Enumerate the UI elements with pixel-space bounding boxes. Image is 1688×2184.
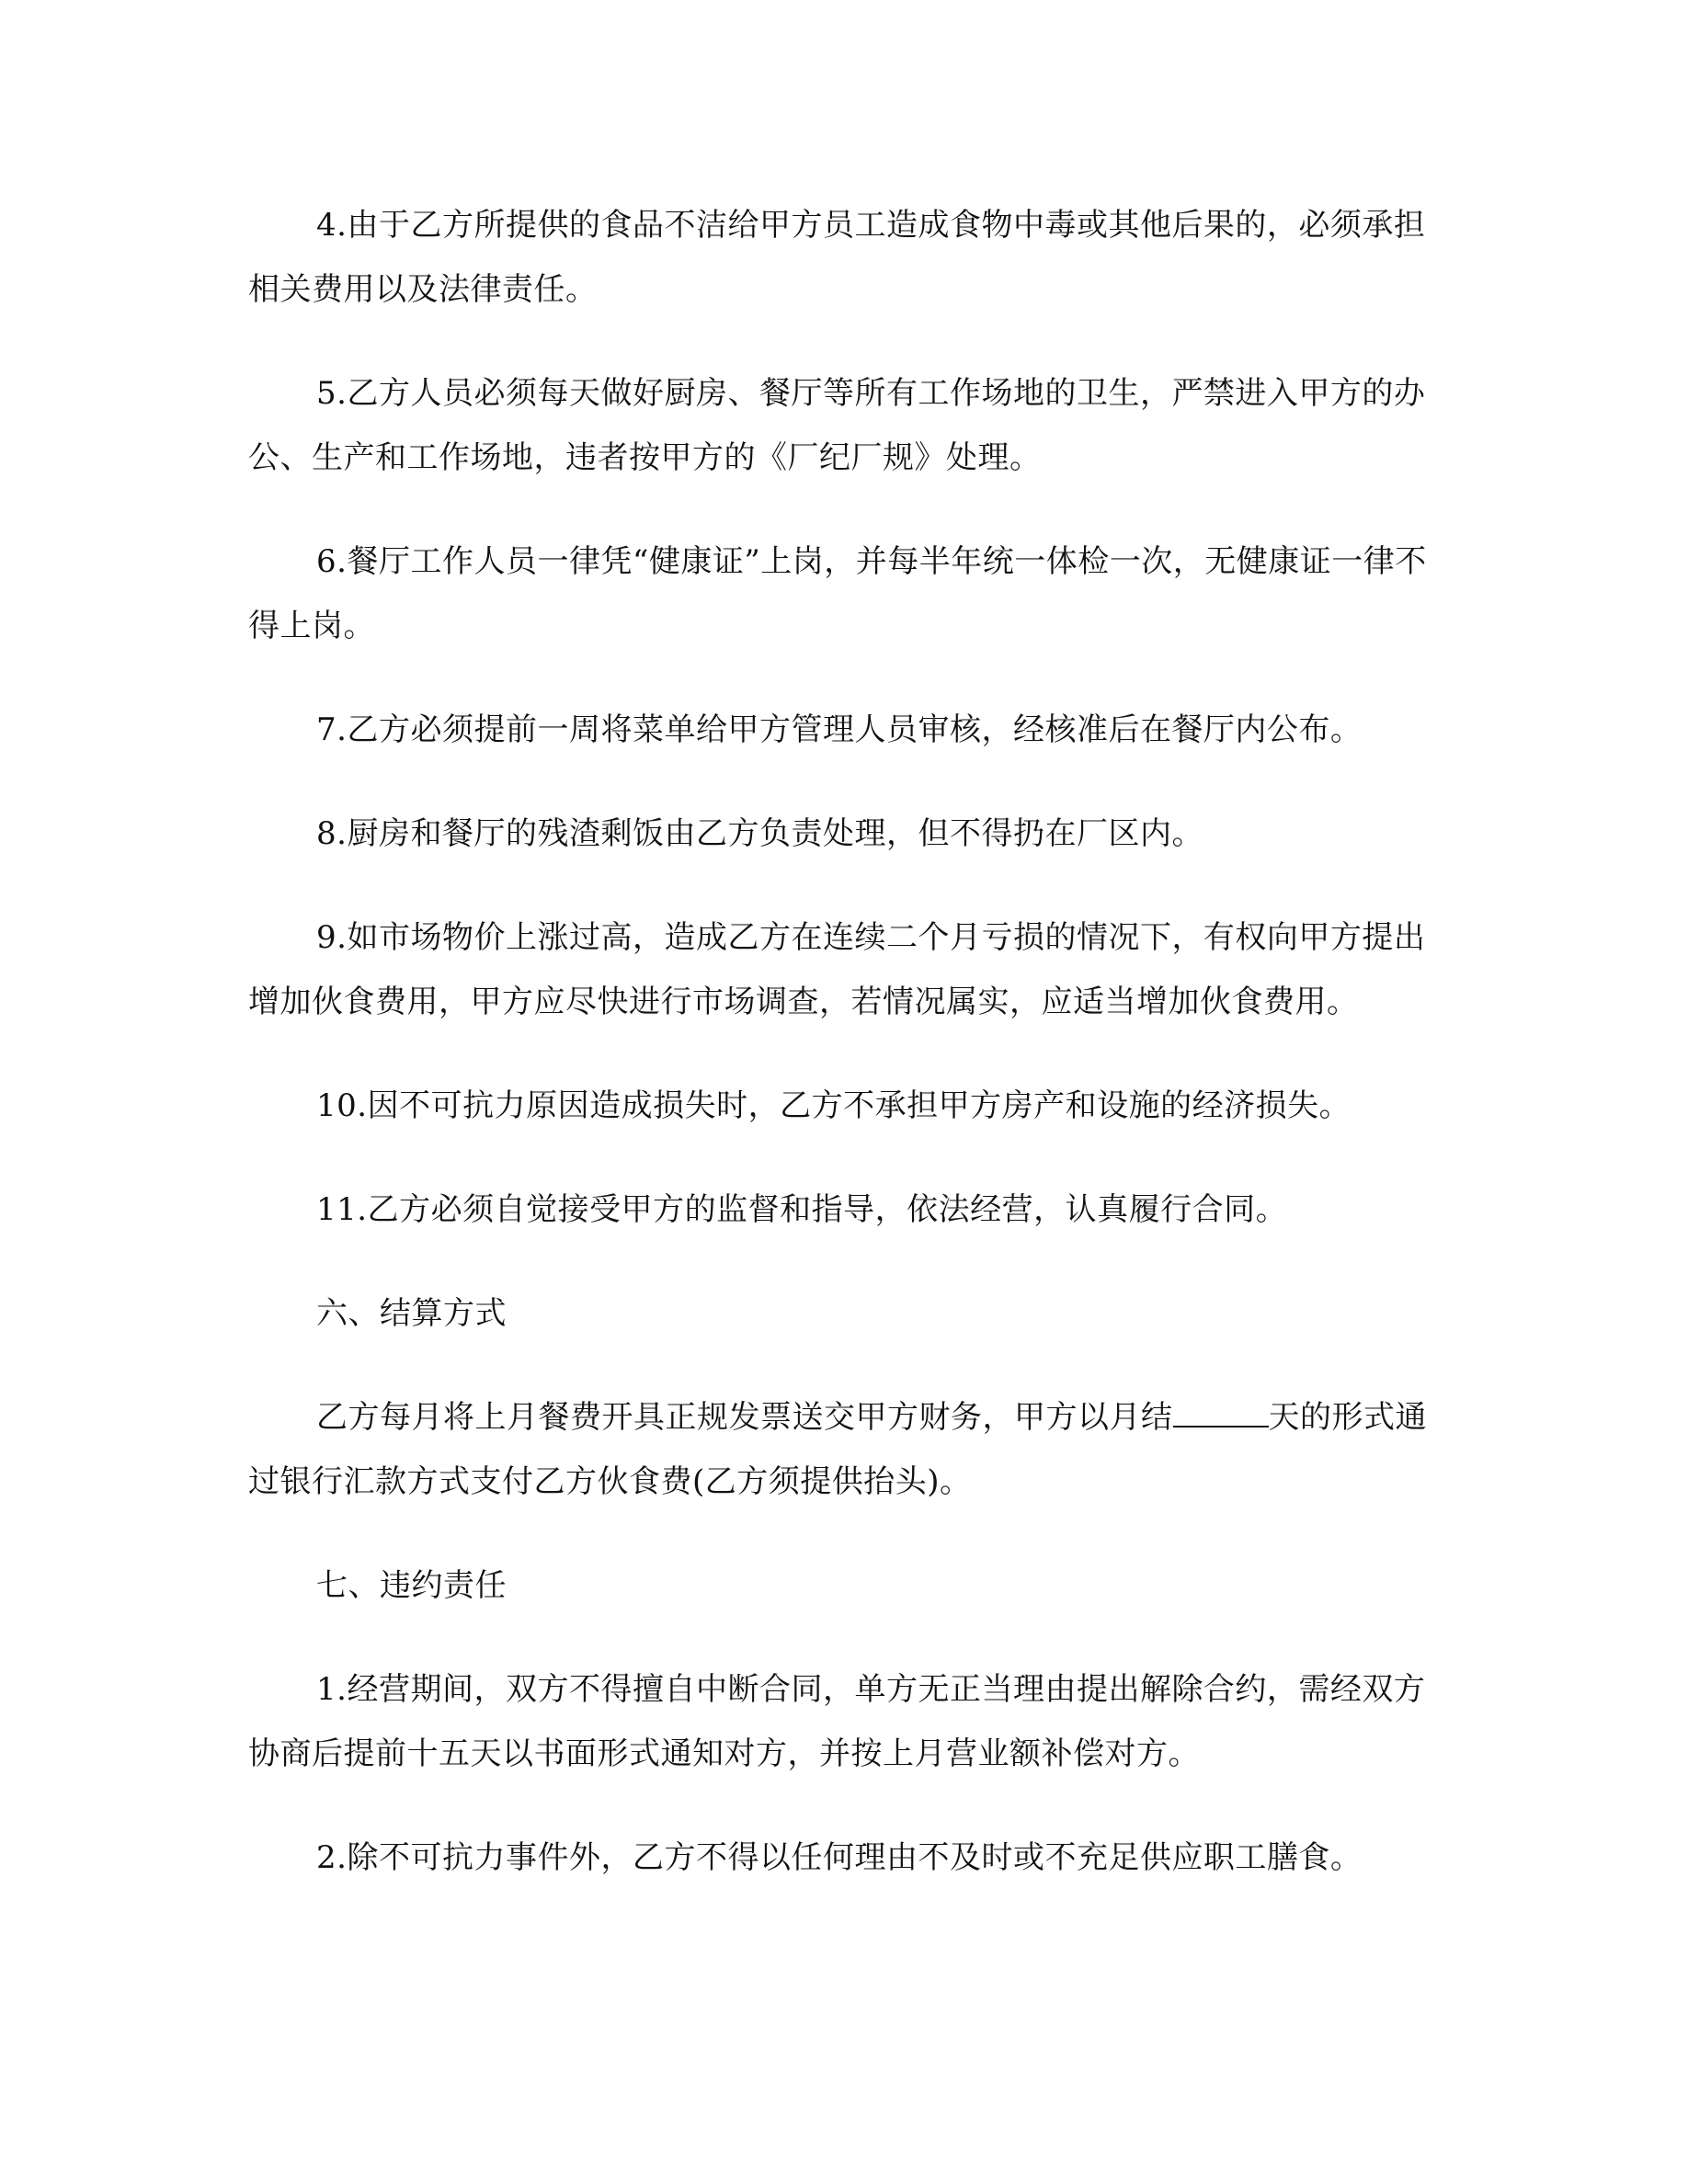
fill-in-blank-line bbox=[1173, 1396, 1269, 1428]
clause-11: 11.乙方必须自觉接受甲方的监督和指导，依法经营，认真履行合同。 bbox=[316, 1191, 1288, 1228]
section-heading-breach: 七、违约责任 bbox=[316, 1567, 507, 1604]
breach-clause-1: 1.经营期间，双方不得擅自中断合同，单方无正当理由提出解除合约，需经双方协商后提前十五天以书面形式通知对方，并按上月营业额补偿对方。 bbox=[248, 1671, 1426, 1772]
clause-9: 9.如市场物价上涨过高，造成乙方在连续二个月亏损的情况下，有权向甲方提出增加伙食费用，甲方应尽快进行市场调查，若情况属实，应适当增加伙食费用。 bbox=[248, 919, 1426, 1020]
document-body bbox=[248, 193, 1443, 1929]
clause-10: 10.因不可抗力原因造成损失时，乙方不承担甲方房产和设施的经济损失。 bbox=[316, 1087, 1352, 1124]
clause-8: 8.厨房和餐厅的残渣剩饭由乙方负责处理，但不得扔在厂区内。 bbox=[316, 815, 1203, 852]
clause-6: 6.餐厅工作人员一律凭“健康证”上岗，并每半年统一体检一次，无健康证一律不得上岗。 bbox=[248, 543, 1427, 644]
breach-clause-2: 2.除不可抗力事件外，乙方不得以任何理由不及时或不充足供应职工膳食。 bbox=[316, 1839, 1363, 1876]
settlement-text-after-blank: 天的形式通过银行汇款方式支付乙方伙食费(乙方须提供抬头)。 bbox=[248, 1399, 1427, 1500]
clause-5: 5.乙方人员必须每天做好厨房、餐厅等所有工作场地的卫生，严禁进入甲方的办公、生产和工作场地，违者按甲方的《厂纪厂规》处理。 bbox=[248, 375, 1426, 476]
section-heading-settlement: 六、结算方式 bbox=[316, 1295, 507, 1332]
clause-4: 4.由于乙方所提供的食品不洁给甲方员工造成食物中毒或其他后果的，必须承担相关费用以及法律责任。 bbox=[248, 207, 1426, 308]
clause-7: 7.乙方必须提前一周将菜单给甲方管理人员审核，经核准后在餐厅内公布。 bbox=[316, 711, 1363, 748]
settlement-text-before-blank: 乙方每月将上月餐费开具正规发票送交甲方财务，甲方以月结 bbox=[316, 1399, 1173, 1436]
settlement-paragraph bbox=[248, 1385, 1443, 1514]
